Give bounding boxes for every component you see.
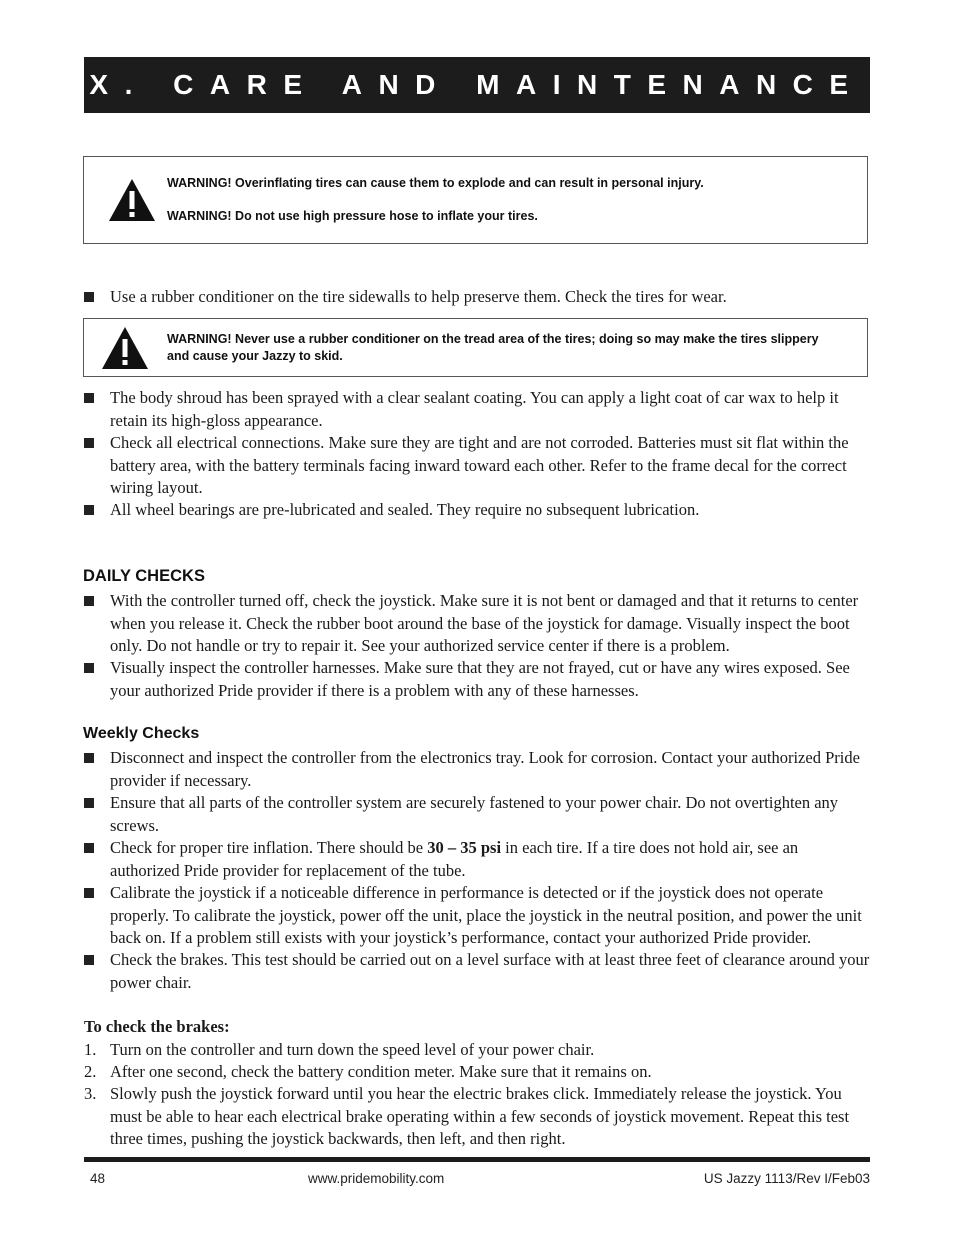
- warning-box-tire-inflation: [83, 156, 868, 244]
- step-number: 3.: [84, 1084, 97, 1103]
- brake-step-2: After one second, check the battery condition meter. Make sure that it remains on.: [110, 1062, 652, 1081]
- weekly-checks-heading: Weekly Checks: [83, 725, 200, 742]
- daily-checks-heading: DAILY CHECKS: [83, 567, 205, 585]
- warning-rubber-conditioner-text: WARNING! Never use a rubber conditioner on the tread area of the tires; doing so may make the tires slippery and cause your Jazzy to skid.: [167, 332, 819, 363]
- warning-box-rubber-conditioner: [83, 318, 868, 377]
- bullet-marker: [84, 292, 94, 302]
- warning-line-2: WARNING! Do not use high pressure hose to inflate your tires.: [167, 209, 538, 223]
- weekly-check-tire-inflation: [110, 837, 870, 882]
- bullet-marker: [84, 393, 94, 403]
- bullet-marker: [84, 596, 94, 606]
- brakes-heading: To check the brakes:: [84, 1017, 230, 1036]
- weekly-check-brakes: Check the brakes. This test should be carried out on a level surface with at least three feet of clearance around your power chair.: [110, 950, 870, 992]
- bullet-marker: [84, 843, 94, 853]
- bullet-marker: [84, 888, 94, 898]
- weekly-check-fastened: Ensure that all parts of the controller system are securely fastened to your power chair. Do not overtighten any screws.: [110, 793, 839, 835]
- bullet-electrical-connections: Check all electrical connections. Make sure they are tight and are not corroded. Batteries must sit flat within the battery area, with the battery terminals facing inward toward each other. Refer to the frame decal for the correct wiring layout.: [110, 433, 849, 497]
- step-number: 1.: [84, 1040, 97, 1059]
- tire-inflation-text-before: Check for proper tire inflation. There should be: [110, 838, 428, 857]
- brake-step-1: Turn on the controller and turn down the speed level of your power chair.: [110, 1040, 595, 1059]
- document-revision: US Jazzy 1113/Rev I/Feb03: [703, 1171, 870, 1186]
- page-number: 48: [90, 1171, 106, 1186]
- section-title-bar: [84, 57, 870, 113]
- bullet-marker: [84, 438, 94, 448]
- warning-triangle-icon: [108, 178, 156, 222]
- footer-rule: [84, 1157, 870, 1162]
- weekly-check-calibrate-joystick: Calibrate the joystick if a noticeable difference in performance is detected or if the joystick does not operate properly. To calibrate the joystick, power off the unit, place the joystick in the neutral position, and power the unit back on. If a problem still exists with your joystick’s performance, contact your authorized Pride provider.: [110, 883, 862, 947]
- warning-line-1: WARNING! Overinflating tires can cause them to explode and can result in personal injury.: [167, 176, 704, 190]
- step-number: 2.: [84, 1062, 97, 1081]
- bullet-body-shroud: The body shroud has been sprayed with a clear sealant coating. You can apply a light coat of car wax to help it retain its high-gloss appearance.: [110, 388, 839, 430]
- weekly-check-controller-tray: Disconnect and inspect the controller from the electronics tray. Look for corrosion. Contact your authorized Pride provider if necessary.: [110, 748, 860, 790]
- bullet-marker: [84, 753, 94, 763]
- warning-triangle-icon: [101, 326, 149, 370]
- bullet-marker: [84, 798, 94, 808]
- section-title: X. CARE AND MAINTENANCE: [89, 69, 865, 100]
- bullet-wheel-bearings: All wheel bearings are pre-lubricated and sealed. They require no subsequent lubrication.: [110, 500, 700, 519]
- daily-check-harnesses: Visually inspect the controller harnesses. Make sure that they are not frayed, cut or have any wires exposed. See your authorized Pride provider if there is a problem with any of these harnesses.: [110, 658, 850, 700]
- bullet-marker: [84, 663, 94, 673]
- footer-website-link[interactable]: www.pridemobility.com: [308, 1171, 445, 1186]
- tire-pressure-value: 30 – 35 psi: [427, 838, 502, 857]
- daily-check-joystick: With the controller turned off, check the joystick. Make sure it is not bent or damaged and that it returns to center when you release it. Check the rubber boot around the base of the joystick for damage. Visually inspect the boot only. Do not handle or try to repair it. See your authorized service center if there is a problem.: [110, 591, 859, 655]
- tire-inflation-text-after: in each tire. If a tire does not hold air, see an authorized Pride provider for replacement of the tube.: [110, 838, 799, 880]
- bullet-tire-conditioner: Use a rubber conditioner on the tire sidewalls to help preserve them. Check the tires for wear.: [110, 287, 727, 306]
- bullet-marker: [84, 505, 94, 515]
- brake-step-3: Slowly push the joystick forward until you hear the electric brakes click. Immediately release the joystick. You must be able to hear each electrical brake operating within a few seconds of joystick movement. Repeat this test three times, pushing the joystick backwards, then left, and then right.: [110, 1084, 850, 1148]
- bullet-marker: [84, 955, 94, 965]
